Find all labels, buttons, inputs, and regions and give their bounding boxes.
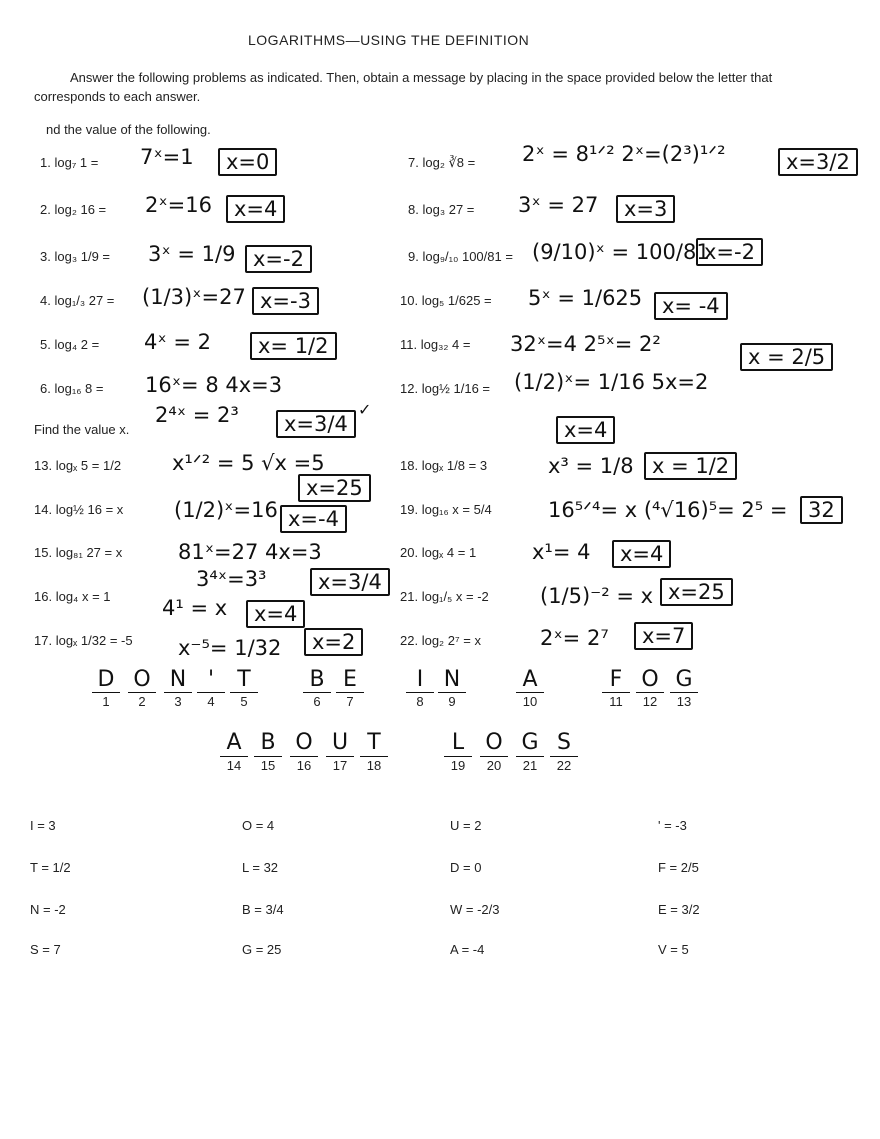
message1-blank-line xyxy=(438,692,466,693)
message2-blank-line xyxy=(550,756,578,757)
answer-box-6: x=3/4 xyxy=(276,410,356,438)
work-16: 4¹ = x xyxy=(162,596,228,620)
message2-number: 18 xyxy=(366,758,382,773)
message2-letter: U xyxy=(331,730,349,755)
key-entry: A = -4 xyxy=(450,942,485,957)
answer-box-17: x=2 xyxy=(304,628,363,656)
problem-7: 7. log₂ ∛8 = xyxy=(408,155,476,170)
work-2: 2ˣ=16 xyxy=(145,193,212,217)
message1-letter: T xyxy=(237,667,251,692)
instructions: Answer the following problems as indicated. Then, obtain a message by placing in the space provided below the letter that corresponds to each answer. xyxy=(34,70,773,104)
message1-number: 6 xyxy=(313,694,321,709)
answer-box-18: x = 1/2 xyxy=(644,452,737,480)
key-entry: E = 3/2 xyxy=(658,902,700,917)
key-entry: V = 5 xyxy=(658,942,689,957)
answer-box-16: x=4 xyxy=(246,600,305,628)
problem-21: 21. log₁/₅ x = -2 xyxy=(400,589,489,604)
message1-blank-line xyxy=(670,692,698,693)
message1-number: 7 xyxy=(346,694,354,709)
answer-box-8: x=3 xyxy=(616,195,675,223)
message2-letter: O xyxy=(485,730,503,755)
message2-blank-line xyxy=(254,756,282,757)
work-15b: 3⁴ˣ=3³ xyxy=(196,567,267,591)
work-5: 4ˣ = 2 xyxy=(144,330,211,354)
answer-box-12: x=4 xyxy=(556,416,615,444)
work-6: 16ˣ= 8 4x=3 xyxy=(145,373,283,397)
message1-letter: O xyxy=(133,667,151,692)
work-3: 3ˣ = 1/9 xyxy=(148,242,236,266)
problem-3: 3. log₃ 1/9 = xyxy=(40,249,110,264)
problem-14: 14. log½ 16 = x xyxy=(34,502,124,517)
key-entry: W = -2/3 xyxy=(450,902,500,917)
message1-blank-line xyxy=(602,692,630,693)
answer-box-5: x= 1/2 xyxy=(250,332,337,360)
message2-letter: T xyxy=(367,730,381,755)
message1-blank-line xyxy=(516,692,544,693)
key-entry: N = -2 xyxy=(30,902,66,917)
work-11: 32ˣ=4 2⁵ˣ= 2² xyxy=(510,332,661,356)
problem-4: 4. log₁/₃ 27 = xyxy=(40,293,115,308)
key-entry: ' = -3 xyxy=(658,818,687,833)
message1-number: 11 xyxy=(609,694,623,709)
key-entry: L = 32 xyxy=(242,860,279,875)
problem-1: 1. log₇ 1 = xyxy=(40,155,99,170)
key-entry: I = 3 xyxy=(30,818,56,833)
problem-10: 10. log₅ 1/625 = xyxy=(400,293,492,308)
key-entry: S = 7 xyxy=(30,942,61,957)
work-20: x¹= 4 xyxy=(532,540,591,564)
message1-number: 4 xyxy=(207,694,215,709)
key-entry: B = 3/4 xyxy=(242,902,284,917)
answer-box-15: x=3/4 xyxy=(310,568,390,596)
answer-box-10: x= -4 xyxy=(654,292,728,320)
problem-2: 2. log₂ 16 = xyxy=(40,202,107,217)
message1-letter: B xyxy=(309,667,325,692)
message1-letter: ' xyxy=(207,667,215,692)
problem-5: 5. log₄ 2 = xyxy=(40,337,100,352)
answer-box-3: x=-2 xyxy=(245,245,312,273)
message1-number: 8 xyxy=(416,694,424,709)
message1-letter: I xyxy=(416,667,424,692)
answer-box-2: x=4 xyxy=(226,195,285,223)
problem-8: 8. log₃ 27 = xyxy=(408,202,475,217)
answer-box-9: x=-2 xyxy=(696,238,763,266)
message2-letter: S xyxy=(557,730,571,755)
message2-blank-line xyxy=(220,756,248,757)
message1-blank-line xyxy=(128,692,156,693)
problem-15: 15. log₈₁ 27 = x xyxy=(34,545,123,560)
message2-letter: O xyxy=(295,730,313,755)
message2-letter: B xyxy=(260,730,276,755)
problem-16: 16. log₄ x = 1 xyxy=(34,589,111,604)
page-title: LOGARITHMS—USING THE DEFINITION xyxy=(248,32,530,48)
work-18: x³ = 1/8 xyxy=(548,454,634,478)
problem-17: 17. logₓ 1/32 = -5 xyxy=(34,633,133,648)
message1-number: 3 xyxy=(174,694,182,709)
message2-blank-line xyxy=(480,756,508,757)
message1-letter: N xyxy=(169,667,187,692)
message1-blank-line xyxy=(336,692,364,693)
problem-13: 13. logₓ 5 = 1/2 xyxy=(34,458,122,473)
section-heading-2: Find the value x. xyxy=(34,422,130,437)
answer-box-13: x=25 xyxy=(298,474,371,502)
message2-letter: L xyxy=(451,730,465,755)
work-15: 81ˣ=27 4x=3 xyxy=(178,540,322,564)
problem-22: 22. log₂ 2⁷ = x xyxy=(400,633,481,648)
message1-number: 5 xyxy=(240,694,248,709)
message1-blank-line xyxy=(406,692,434,693)
message1-blank-line xyxy=(636,692,664,693)
problem-6: 6. log₁₆ 8 = xyxy=(40,381,104,396)
message2-blank-line xyxy=(444,756,472,757)
message2-number: 19 xyxy=(450,758,466,773)
problem-19: 19. log₁₆ x = 5/4 xyxy=(400,502,492,517)
answer-box-22: x=7 xyxy=(634,622,693,650)
answer-box-4: x=-3 xyxy=(252,287,319,315)
key-entry: G = 25 xyxy=(242,942,282,957)
message1-number: 10 xyxy=(522,694,538,709)
message2-blank-line xyxy=(290,756,318,757)
key-entry: D = 0 xyxy=(450,860,482,875)
answer-box-14: x=-4 xyxy=(280,505,347,533)
message1-letter: D xyxy=(97,667,115,692)
work-22: 2ˣ= 2⁷ xyxy=(540,626,609,650)
answer-box-11: x = 2/5 xyxy=(740,343,833,371)
answer-box-19: 32 xyxy=(800,496,843,524)
problem-18: 18. logₓ 1/8 = 3 xyxy=(400,458,488,473)
message1-letter: G xyxy=(675,667,693,692)
key-entry: F = 2/5 xyxy=(658,860,699,875)
message2-number: 20 xyxy=(486,758,502,773)
message1-letter: F xyxy=(609,667,623,692)
message2-letter: G xyxy=(521,730,539,755)
key-entry: U = 2 xyxy=(450,818,482,833)
work-9: (9/10)ˣ = 100/81 xyxy=(532,240,710,264)
work-6b: 2⁴ˣ = 2³ xyxy=(155,403,239,427)
message1-letter: N xyxy=(443,667,461,692)
answer-box-7: x=3/2 xyxy=(778,148,858,176)
section-heading-1: nd the value of the following. xyxy=(46,122,211,137)
problem-11: 11. log₃₂ 4 = xyxy=(400,337,471,352)
message2-blank-line xyxy=(516,756,544,757)
key-entry: T = 1/2 xyxy=(30,860,71,875)
checkmark-icon: ✓ xyxy=(358,400,372,419)
work-4: (1/3)ˣ=27 xyxy=(142,285,246,309)
message1-number: 1 xyxy=(102,694,110,709)
work-19: 16⁵ᐟ⁴= x (⁴√16)⁵= 2⁵ = xyxy=(548,498,788,522)
message1-number: 2 xyxy=(138,694,146,709)
answer-box-1: x=0 xyxy=(218,148,277,176)
problem-20: 20. logₓ 4 = 1 xyxy=(400,545,477,560)
message2-number: 21 xyxy=(522,758,538,773)
message1-blank-line xyxy=(303,692,331,693)
answer-box-20: x=4 xyxy=(612,540,671,568)
message1-number: 9 xyxy=(448,694,456,709)
work-13: x¹ᐟ² = 5 √x =5 xyxy=(172,451,325,475)
message2-blank-line xyxy=(360,756,388,757)
problem-9: 9. log₉/₁₀ 100/81 = xyxy=(408,249,513,264)
message2-number: 16 xyxy=(296,758,312,773)
work-1: 7ˣ=1 xyxy=(140,145,194,169)
message1-blank-line xyxy=(197,692,225,693)
message2-number: 17 xyxy=(332,758,348,773)
message2-letter: A xyxy=(226,730,242,755)
work-8: 3ˣ = 27 xyxy=(518,193,599,217)
message1-letter: E xyxy=(343,667,357,692)
problem-12: 12. log½ 1/16 = xyxy=(400,381,491,396)
work-14: (1/2)ˣ=16 xyxy=(174,498,278,522)
work-21: (1/5)⁻² = x xyxy=(540,584,654,608)
work-10: 5ˣ = 1/625 xyxy=(528,286,643,310)
message1-number: 13 xyxy=(676,694,692,709)
message2-number: 14 xyxy=(226,758,242,773)
message1-blank-line xyxy=(230,692,258,693)
message1-blank-line xyxy=(92,692,120,693)
answer-box-21: x=25 xyxy=(660,578,733,606)
message1-number: 12 xyxy=(642,694,658,709)
message1-blank-line xyxy=(164,692,192,693)
key-entry: O = 4 xyxy=(242,818,275,833)
work-7: 2ˣ = 8¹ᐟ² 2ˣ=(2³)¹ᐟ² xyxy=(522,142,726,166)
message2-number: 15 xyxy=(260,758,276,773)
message2-blank-line xyxy=(326,756,354,757)
message1-letter: O xyxy=(641,667,659,692)
message1-letter: A xyxy=(522,667,538,692)
work-12: (1/2)ˣ= 1/16 5x=2 xyxy=(514,370,709,394)
message2-number: 22 xyxy=(556,758,572,773)
work-17: x⁻⁵= 1/32 xyxy=(178,636,282,660)
